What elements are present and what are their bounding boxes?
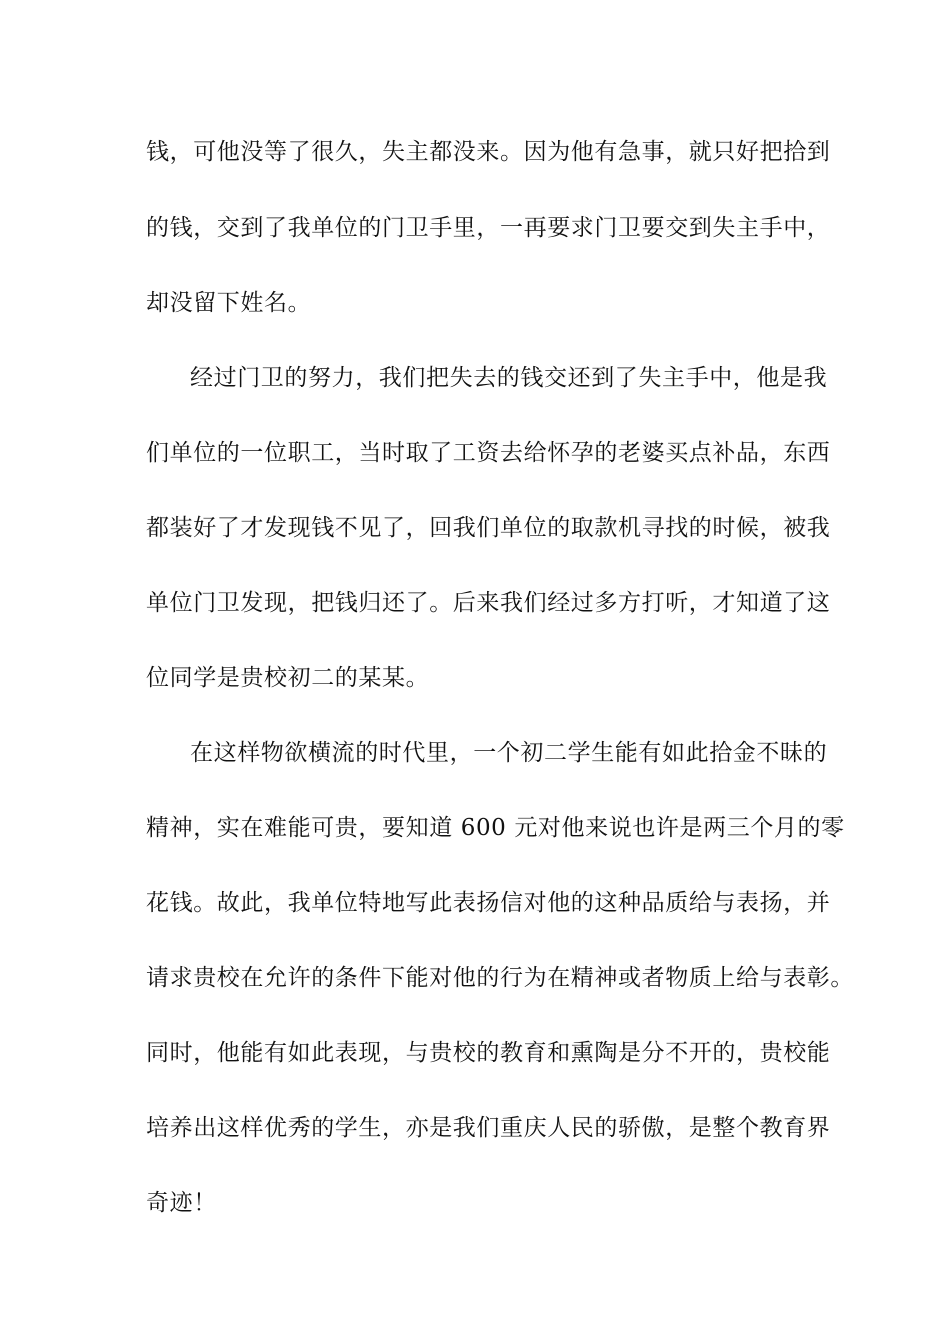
text-line: 却没留下姓名。 — [146, 290, 312, 316]
text-line: 同时，他能有如此表现，与贵校的教育和熏陶是分不开的，贵校能 — [146, 1040, 831, 1066]
text-line: 培养出这样优秀的学生，亦是我们重庆人民的骄傲，是整个教育界 — [146, 1115, 831, 1141]
text-line: 都装好了才发现钱不见了，回我们单位的取款机寻找的时候，被我 — [146, 515, 831, 541]
text-line: 奇迹！ — [146, 1190, 217, 1216]
text-line: 的钱，交到了我单位的门卫手里，一再要求门卫要交到失主手中， — [146, 215, 831, 241]
text-line: 精神，实在难能可贵，要知道 600 元对他来说也许是两三个月的零 — [146, 815, 845, 841]
text-line: 花钱。故此，我单位特地写此表扬信对他的这种品质给与表扬，并 — [146, 890, 831, 916]
text-line: 钱，可他没等了很久，失主都没来。因为他有急事，就只好把拾到 — [146, 139, 831, 165]
text-line: 单位门卫发现，把钱归还了。后来我们经过多方打听，才知道了这 — [146, 590, 831, 616]
text-line: 请求贵校在允许的条件下能对他的行为在精神或者物质上给与表彰。 — [146, 965, 854, 991]
text-line: 们单位的一位职工，当时取了工资去给怀孕的老婆买点补品，东西 — [146, 440, 831, 466]
paragraph-first-line: 经过门卫的努力，我们把失去的钱交还到了失主手中，他是我 — [190, 365, 828, 391]
text-line: 位同学是贵校初二的某某。 — [146, 665, 430, 691]
paragraph-first-line: 在这样物欲横流的时代里，一个初二学生能有如此拾金不昧的 — [190, 740, 828, 766]
